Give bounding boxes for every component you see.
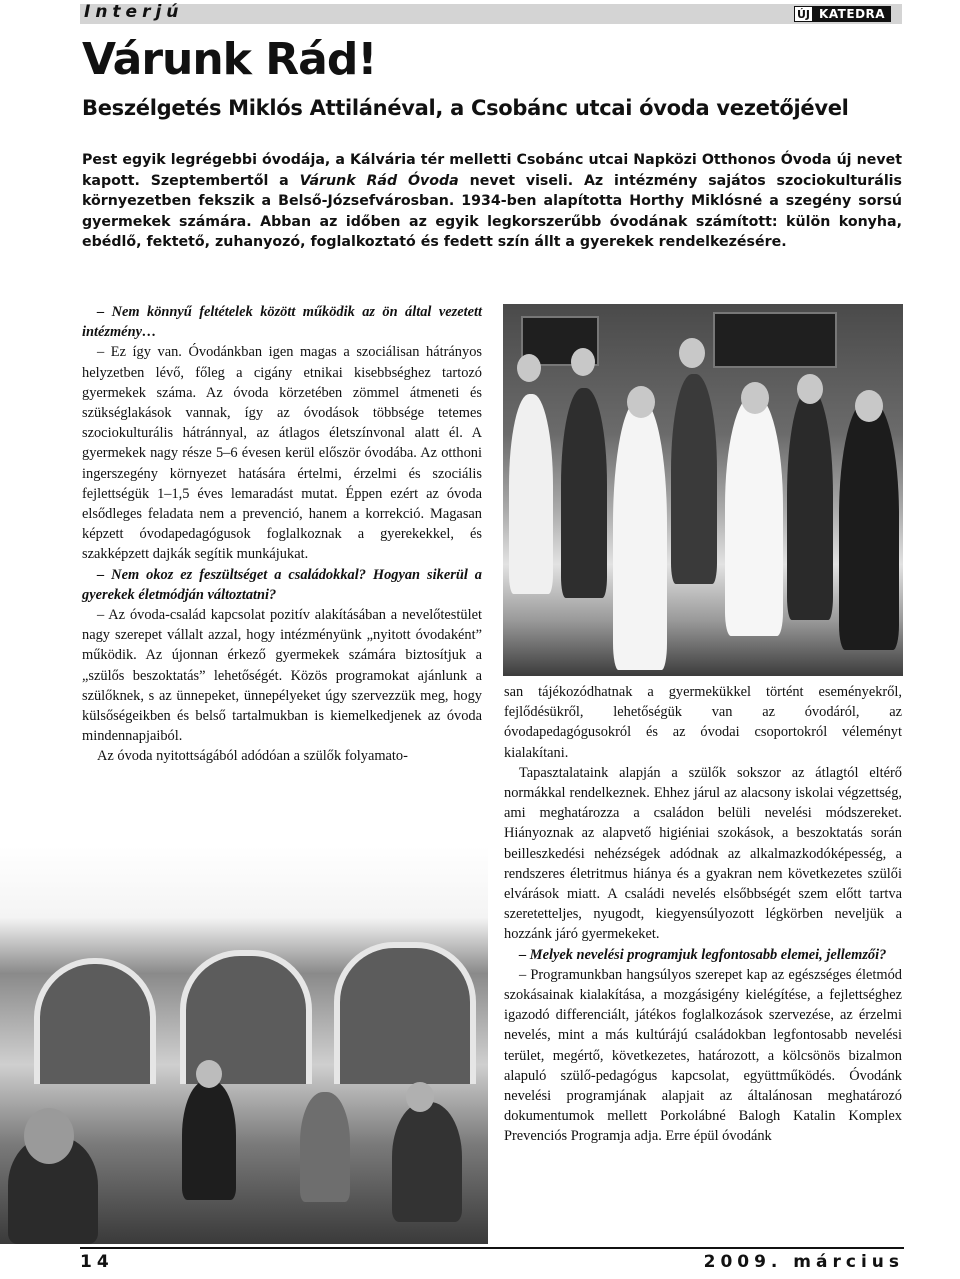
text-column-right — [504, 682, 902, 1147]
lead-italic-name: Várunk Rád Óvoda — [299, 172, 459, 189]
photo-face — [855, 390, 883, 422]
photo-child-face — [24, 1108, 74, 1164]
text-column-left — [82, 302, 482, 767]
photo-child-face — [406, 1082, 434, 1112]
photo-arch — [334, 942, 476, 1084]
logo-prefix: ÚJ — [794, 6, 813, 22]
question-1: – Nem könnyű feltételek között működik az ön által vezetett intézmény… — [82, 304, 482, 341]
lead-text-2: nevet viseli. Az intézmény sajátos szociokulturális környezetben fekszik a Belső-Józsefvárosban. 1934-ben alapította Horthy Miklósné a szegény sorsú gyermekek számára. Abban az időben az egyik legkorszerűbb óvodának számított: külön konyha, ebédlő, fektető, zuhanyozó, foglalkoztató és fedett szín állt a gyerekek rendelkezésére. — [82, 172, 902, 250]
photo-person — [839, 400, 899, 650]
answer-program: – Programunkban hangsúlyos szerepet kap az egészséges életmód szokásainak kialakítása, a mozgásigény kielégítése, a fejlettséghez igazodó differenciált, játékos foglalkozások szervezése, az érzelmi nevelés, mint a más kultúrájú családokban legfontosabb nevelési terület, megértő, következetes, határozott, a kölcsönös bizalmon alapuló szülő-pedagógus kapcsolat, együttműködés. Óvodánk nevelési programjának alapjait az általánosan meghatározó dokumentumok mellett Porkolábné Balogh Katalin Komplex Prevenciós Programja adja. Erre épül óvodánk — [504, 966, 902, 1145]
photo-child — [182, 1080, 236, 1200]
answer-1: – Ez így van. Óvodánkban igen magas a szociálisan hátrányos helyzetben lévő, főleg a cigány etnikai kisebbséghez tartozó gyermekek száma. Az óvoda körzetében zömmel átmeneti és szükséglakások vannak, így az óvodások többsége tetemes szociokulturális hátránnyal, az átlagos életszínvonal alatt él. A gyermekek nagy része 5–6 évesen kerül először óvodába. Az otthoni ingerszegény környezet hatására értelmi, érzelmi és szociális fejlettségük 1–1,5 éves lemaradást mutat. Éppen ezért az óvoda elsődleges feladata nem a prevenció, hanem a korrekció. Magasan képzett óvodapedagógusok foglalkoznak a gyerekekkel, és szakképzett dajkák segítik munkájukat. — [82, 344, 482, 563]
photo-face — [797, 374, 823, 404]
photo-face — [627, 386, 655, 418]
question-2: – Nem okoz ez feszültséget a családokkal? Hogyan sikerül a gyerekek életmódján változtatni? — [82, 566, 482, 603]
photo-person — [725, 396, 783, 636]
article-title: Várunk Rád! — [82, 34, 377, 85]
staff-group-photo — [503, 304, 903, 676]
answer-3: Az óvoda nyitottságából adódóan a szülők folyamato- — [97, 748, 408, 765]
paragraph-continued: san tájékozódhatnak a gyermekükkel történt eseményekről, fejlődésükről, lehetőségük van az óvodáról, az óvodapedagógusokról és az óvodai csoportokról véleményt kialakítani. — [504, 684, 902, 761]
photo-face — [571, 348, 595, 376]
logo-main: KATEDRA — [813, 6, 891, 22]
section-label: Interjú — [84, 2, 184, 22]
photo-person — [671, 374, 717, 584]
photo-window — [713, 312, 837, 368]
question-3: – Melyek nevelési programjuk legfontosabb elemei, jellemzői? — [519, 946, 887, 963]
photo-face — [679, 338, 705, 368]
lead-paragraph — [82, 150, 902, 253]
photo-face — [517, 354, 541, 382]
photo-child — [300, 1092, 350, 1202]
photo-face — [741, 382, 769, 414]
article-subtitle: Beszélgetés Miklós Attilánéval, a Csobánc utcai óvoda vezetőjével — [82, 96, 849, 120]
photo-child-face — [196, 1060, 222, 1088]
lead-text-1: Pest egyik legrégebbi óvodája, a Kálvária tér melletti Csobánc utcai Napközi Otthonos Óvoda új nevet kapott. Szeptembertől a — [82, 152, 902, 189]
kindergarten-yard-photo — [0, 846, 488, 1244]
header-bar — [80, 4, 902, 24]
photo-person — [613, 400, 667, 670]
footer-rule — [80, 1247, 904, 1249]
paragraph-experience: Tapasztalataink alapján a szülők sokszor az átlagtól eltérő normákkal rendelkeznek. Ehhez járul az alacsony iskolai végzettség, ami meghatározza a családon belüli nevelési módszereket. Hiányoznak az alapvető higiéniai szokások, a beszoktatás során beilleszkedési nehézségek adódnak az alkalmazkodóképesség, a rendszeres életritmus hiánya és a gyakran nem következetes szülői elvárások miatt. A családi nevelés elsőbbségét szem előtt tartva szeretetteljes, nyugodt, kiegyensúlyozott légkörben neveljük a hozzánk járó gyermekeket. — [504, 764, 902, 943]
page-number: 14 — [80, 1252, 114, 1272]
photo-person — [787, 390, 833, 620]
magazine-logo — [794, 6, 891, 22]
photo-person — [509, 394, 553, 594]
photo-person — [561, 388, 607, 598]
photo-child — [392, 1102, 462, 1222]
answer-2: – Az óvoda-család kapcsolat pozitív alakításában a nevelőtestület nagy szerepet vállalt azzal, hogy intézményünk „nyitott óvodaként” működik. Az újonnan érkező gyermekek számára biztosítjuk a „szülős beszoktatás” lehetőségét. Közös programokat ajánlunk a szülőknek, s az ünnepeket, ünnepélyeket úgy szervezzük meg, hogy külsőségeikben és belső tartalmukban is kiemelkedjenek az óvoda mindennapjaiból. — [82, 607, 482, 745]
issue-date: 2009. március — [703, 1252, 904, 1272]
photo-arch — [34, 958, 156, 1084]
